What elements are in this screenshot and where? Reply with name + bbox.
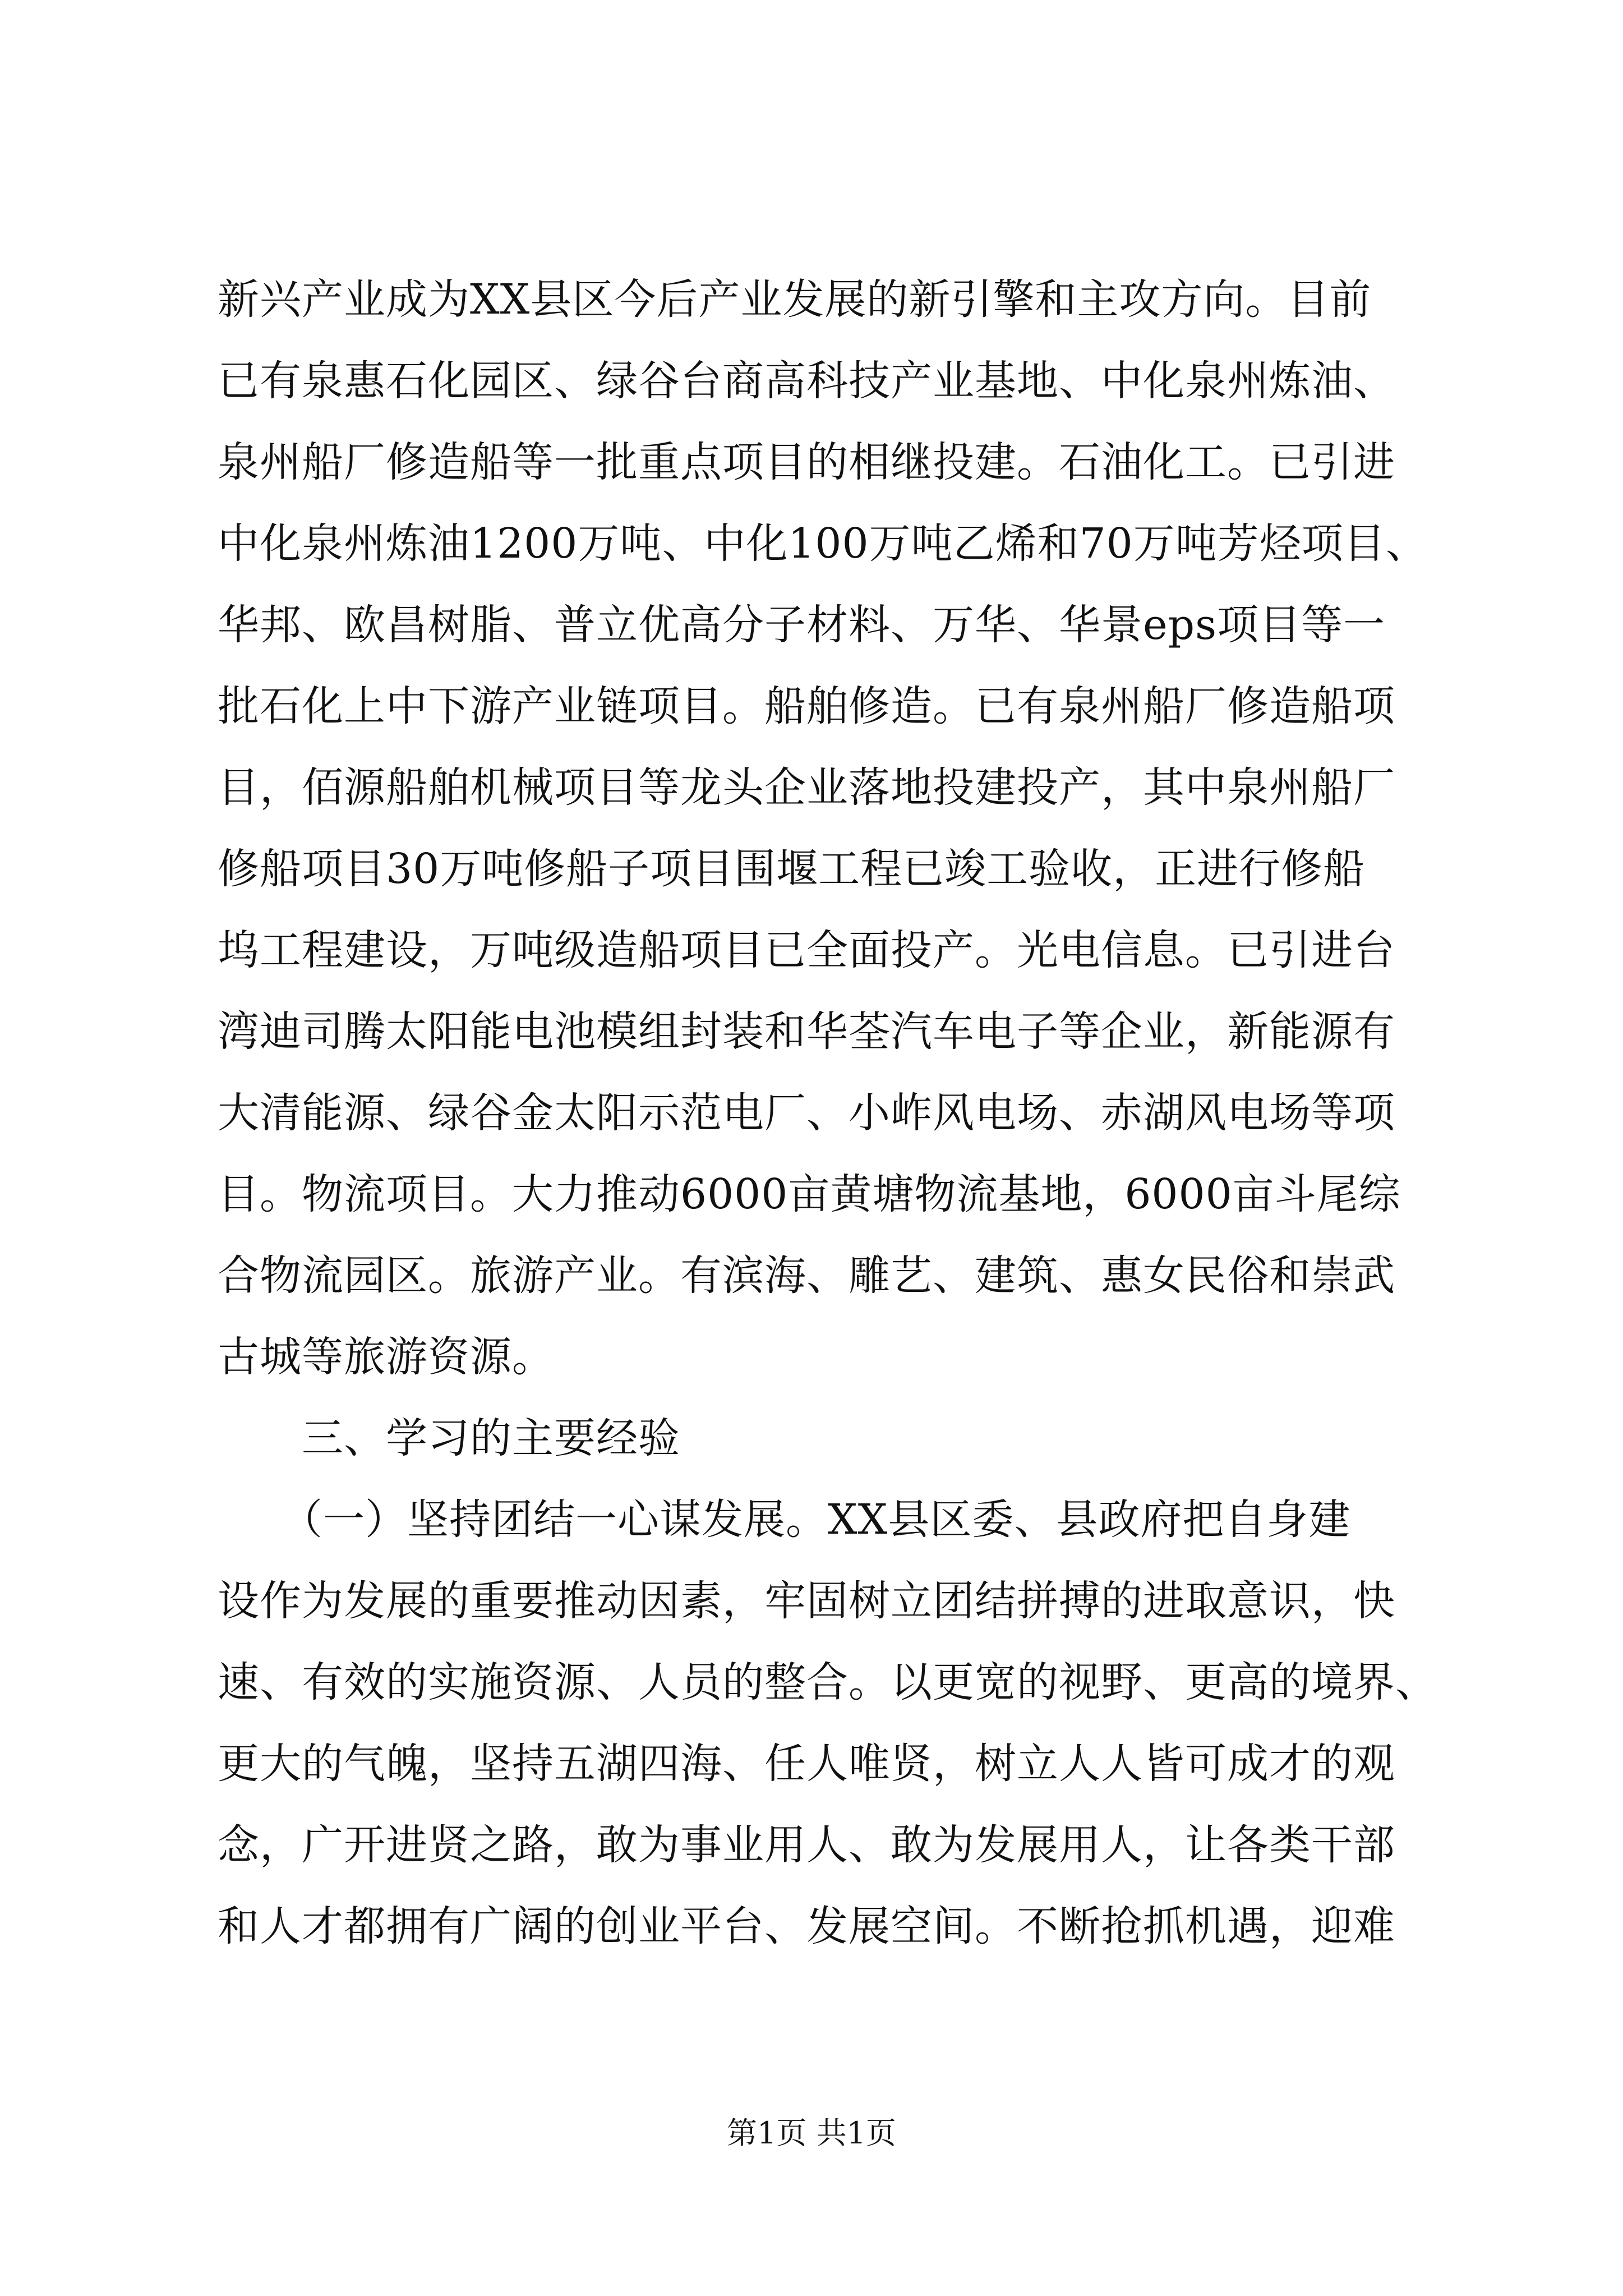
text-line: 古城等旅游资源。: [218, 1333, 554, 1381]
text-line: 念，广开进贤之路，敢为事业用人、敢为发展用人，让各类干部: [218, 1821, 1395, 1869]
text-line: 大清能源、绿谷金太阳示范电厂、小岞风电场、赤湖风电场等项: [218, 1089, 1395, 1137]
page-footer: [0, 2114, 1623, 2153]
text-line: 新兴产业成为XX县区今后产业发展的新引擎和主攻方向。目前: [218, 275, 1372, 324]
text-line: 和人才都拥有广阔的创业平台、发展空间。不断抢抓机遇，迎难: [218, 1902, 1395, 1950]
text-line: 目。物流项目。大力推动6000亩黄塘物流基地，6000亩斗尾综: [218, 1170, 1401, 1218]
text-line: 华邦、欧昌树脂、普立优高分子材料、万华、华景eps项目等一: [218, 601, 1386, 649]
text-line: 湾迪司腾太阳能电池模组封装和华荃汽车电子等企业，新能源有: [218, 1007, 1395, 1056]
section-heading: 三、学习的主要经验: [218, 1414, 680, 1462]
text-line: 速、有效的实施资源、人员的整合。以更宽的视野、更高的境界、: [218, 1658, 1437, 1706]
text-line: 目，佰源船舶机械项目等龙头企业落地投建投产，其中泉州船厂: [218, 763, 1395, 812]
page-number: 第1页 共1页: [727, 2115, 896, 2151]
text-line: 泉州船厂修造船等一批重点项目的相继投建。石油化工。已引进: [218, 438, 1395, 486]
text-line: 修船项目30万吨修船子项目围堰工程已竣工验收，正进行修船: [218, 845, 1366, 893]
text-line: 批石化上中下游产业链项目。船舶修造。已有泉州船厂修造船项: [218, 682, 1395, 730]
text-line: 中化泉州炼油1200万吨、中化100万吨乙烯和70万吨芳烃项目、: [218, 519, 1428, 568]
text-line: 设作为发展的重要推动因素，牢固树立团结拼搏的进取意识，快: [218, 1577, 1395, 1625]
text-line: （一）坚持团结一心谋发展。XX县区委、县政府把自身建: [218, 1496, 1351, 1544]
document-body: [218, 259, 1437, 1967]
text-line: 坞工程建设，万吨级造船项目已全面投产。光电信息。已引进台: [218, 926, 1395, 974]
text-line: 合物流园区。旅游产业。有滨海、雕艺、建筑、惠女民俗和崇武: [218, 1251, 1395, 1300]
text-line: 更大的气魄，坚持五湖四海、任人唯贤，树立人人皆可成才的观: [218, 1740, 1395, 1788]
text-line: 已有泉惠石化园区、绿谷台商高科技产业基地、中化泉州炼油、: [218, 357, 1395, 405]
